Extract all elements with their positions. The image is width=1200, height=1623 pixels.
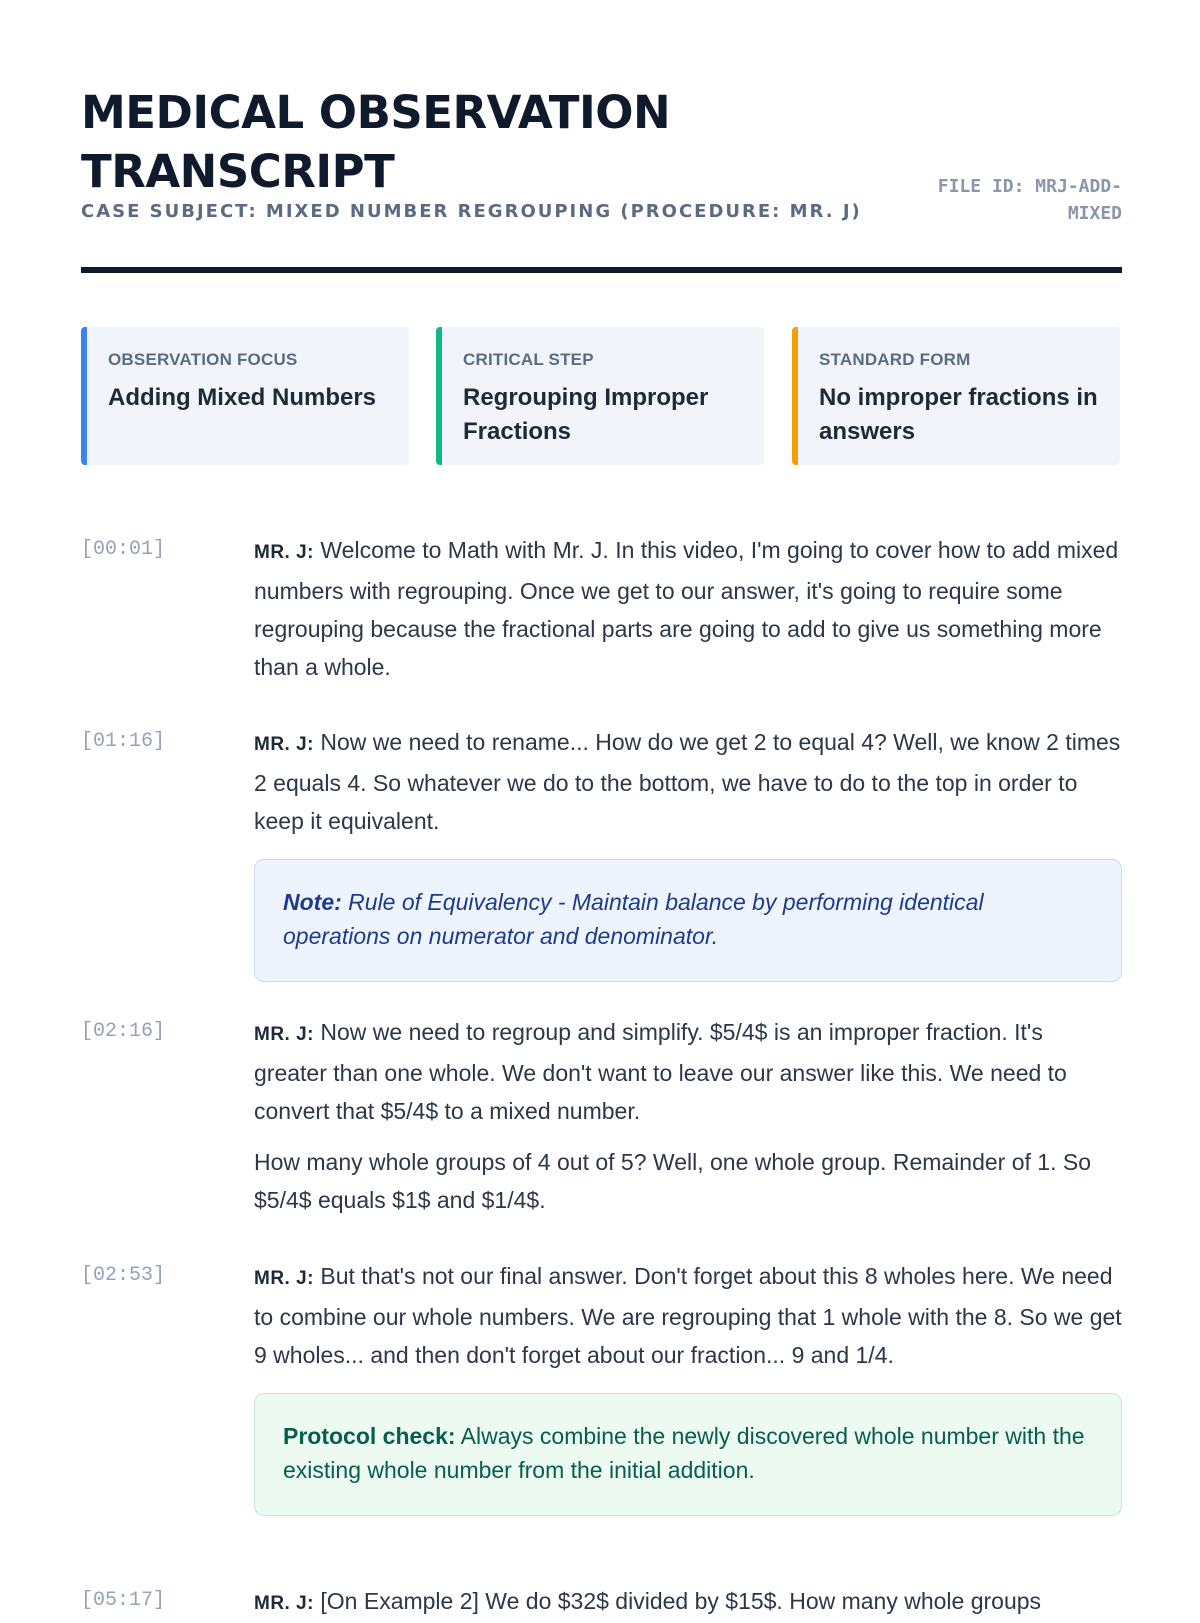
card-value: No improper fractions in answers (819, 384, 1098, 445)
entry-body (254, 1582, 1122, 1623)
page-title: MEDICAL OBSERVATION TRANSCRIPT (81, 86, 671, 198)
dialogue-paragraph (254, 723, 1122, 840)
dialogue-text: Now we need to regroup and simplify. $5/4$ is an improper fraction. It's greater than one whole. We don't want to leave our answer like this. We need to convert that $5/4$ to a mixed number. (254, 1019, 1067, 1124)
note-callout (254, 859, 1122, 982)
timestamp: [02:16] (81, 1020, 166, 1043)
timestamp: [00:01] (81, 538, 166, 561)
entry-body (254, 723, 1122, 982)
timestamp: [02:53] (81, 1264, 166, 1287)
card-standard-form (792, 327, 1120, 465)
dialogue-text: [On Example 2] We do $32$ divided by $15$. How many whole groups (320, 1588, 1042, 1614)
entry-body (254, 531, 1122, 686)
card-value: Adding Mixed Numbers (108, 384, 377, 411)
speaker-label: MR. J: (254, 1593, 314, 1614)
speaker-label: MR. J: (254, 1024, 314, 1045)
entry-body (254, 1013, 1122, 1219)
card-value: Regrouping Improper Fractions (463, 384, 709, 445)
speaker-label: MR. J: (254, 1268, 314, 1289)
dialogue-paragraph (254, 1582, 1122, 1623)
note-label: Note: (283, 889, 342, 915)
dialogue-text: Now we need to rename... How do we get 2 to equal 4? Well, we know 2 times 2 equals 4. So whatever we do to the bottom, we have to do to the top in order to keep it equivalent. (254, 729, 1121, 834)
case-subject: CASE SUBJECT: MIXED NUMBER REGROUPING (PROCEDURE: MR. J) (81, 201, 862, 222)
timestamp: [01:16] (81, 730, 166, 753)
dialogue-paragraph (254, 531, 1122, 686)
protocol-label: Protocol check: (283, 1423, 456, 1449)
dialogue-text: But that's not our final answer. Don't forget about this 8 wholes here. We need to combine our whole numbers. We are regrouping that 1 whole with the 8. So we get 9 wholes... and then don't forget about our fraction... 9 and 1/4. (254, 1263, 1122, 1368)
dialogue-text: Welcome to Math with Mr. J. In this video, I'm going to cover how to add mixed numbers with regrouping. Once we get to our answer, it's going to require some regrouping because the fractional parts are going to add to give us something more than a whole. (254, 537, 1119, 680)
speaker-label: MR. J: (254, 734, 314, 755)
timestamp: [05:17] (81, 1589, 166, 1612)
protocol-text: Always combine the newly discovered whole number with the existing whole number from the initial addition. (283, 1423, 1085, 1483)
speaker-label: MR. J: (254, 542, 314, 563)
entry-body (254, 1257, 1122, 1516)
document-header (81, 83, 1122, 273)
dialogue-paragraph: How many whole groups of 4 out of 5? Well, one whole group. Remainder of 1. So $5/4$ equals $1$ and $1/4$. (254, 1149, 1091, 1213)
dialogue-paragraph (254, 1013, 1122, 1130)
card-label: OBSERVATION FOCUS (108, 350, 298, 369)
note-text: Rule of Equivalency - Maintain balance by performing identical operations on numerator and denominator. (283, 889, 984, 949)
header-divider (81, 267, 1122, 273)
file-id: FILE ID: MRJ-ADD-MIXED (937, 176, 1122, 224)
card-label: CRITICAL STEP (463, 350, 594, 369)
dialogue-paragraph (254, 1257, 1122, 1374)
card-critical-step (436, 327, 764, 465)
summary-cards (81, 327, 1122, 465)
transcript-page (81, 0, 1122, 1614)
card-label: STANDARD FORM (819, 350, 971, 369)
card-observation-focus (81, 327, 409, 465)
protocol-callout (254, 1393, 1122, 1516)
